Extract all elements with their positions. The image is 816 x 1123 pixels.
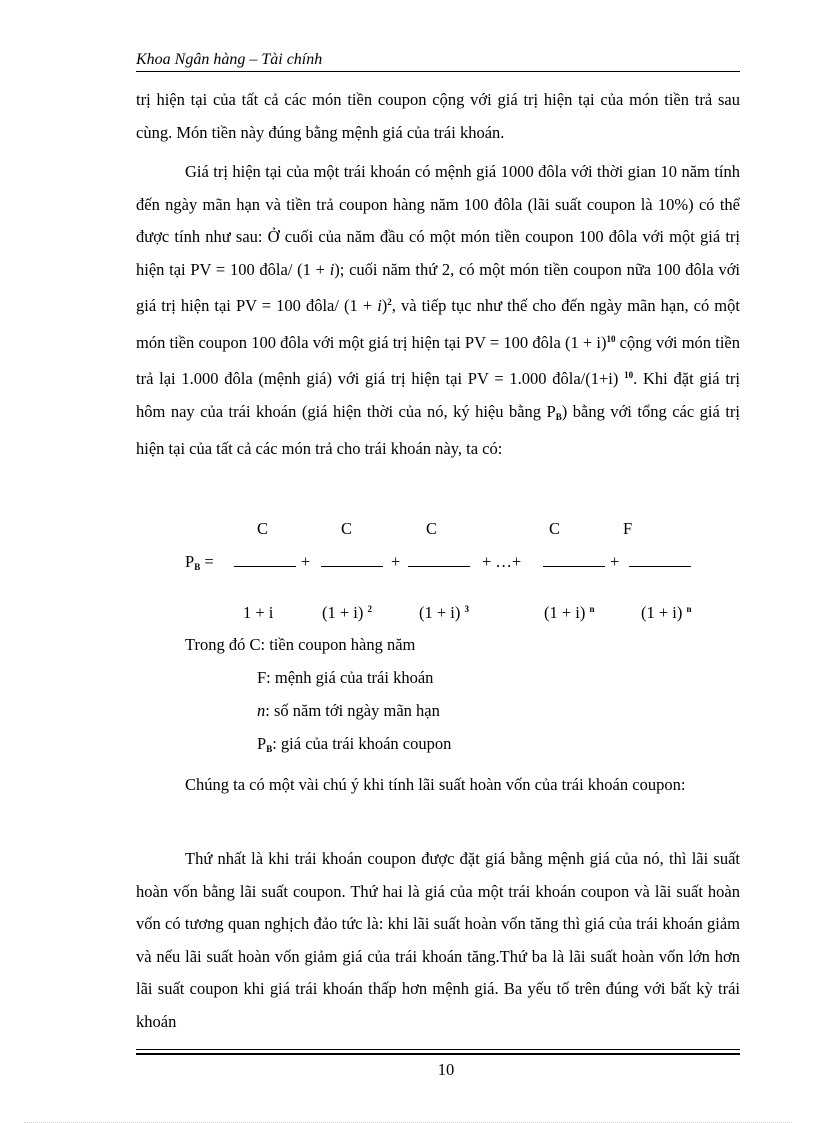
page-number: 10	[437, 1060, 455, 1079]
denominator-5-exp: n	[686, 604, 692, 614]
paragraph-2	[136, 156, 740, 466]
numerator-f: F	[623, 519, 633, 538]
paragraph-notes	[136, 843, 740, 1038]
p2-var-i-2: i	[377, 296, 382, 315]
p2-exp-10b: 10	[624, 370, 634, 380]
ellipsis-plus: + …+	[482, 552, 522, 571]
plus-2: +	[391, 552, 401, 571]
paragraph-3: Chúng ta có một vài chú ý khi tính lãi suất hoàn vốn của trái khoán coupon:	[185, 775, 686, 794]
p2-exp-10a: 10	[606, 333, 616, 344]
header-divider	[136, 71, 740, 72]
denominator-3-exp: 3	[464, 604, 470, 614]
page-header: Khoa Ngân hàng – Tài chính	[136, 51, 323, 68]
footer-divider-thick	[136, 1053, 740, 1055]
fraction-bar-3	[408, 554, 470, 567]
numerator-c4: C	[549, 519, 561, 538]
denominator-5	[641, 603, 692, 623]
fraction-bar-5	[629, 554, 691, 567]
denominator-4-exp: n	[589, 604, 595, 614]
paragraph-notes-intro	[136, 769, 740, 802]
denominator-1-base: 1 + i	[243, 603, 274, 622]
denominator-1	[243, 603, 273, 623]
lhs-subscript: B	[194, 562, 201, 572]
paragraph-present-value	[136, 156, 740, 466]
definition-n-text: : số năm tới ngày mãn hạn	[265, 701, 440, 720]
p2-text-2: ); cuối năm thứ 2, có một món tiền coupon nữa 100 đôla với giá trị hiện tại PV = 100 đôla/ (1 +	[136, 259, 741, 315]
paragraph-4: Thứ nhất là khi trái khoán coupon được đặt giá bằng mệnh giá của nó, thì lãi suất hoàn vốn bằng lãi suất coupon. Thứ hai là giá của một trái khoán coupon và lãi suất hoàn vốn có tương quan nghịch đảo tức là: khi lãi suất hoàn vốn tăng thì giá của trái khoán giảm và nếu lãi suất hoàn vốn giảm giá của trái khoán tăng.Thứ ba là lãi suất hoàn vốn lớn hơn lãi suất coupon khi giá trái khoán thấp hơn mệnh giá. Ba yếu tố trên đúng với bất kỳ trái khoán	[136, 849, 740, 1031]
paragraph-continuation	[136, 84, 740, 149]
definition-n	[257, 701, 440, 721]
p2-text-7: ) bằng với tổng các giá trị hiện tại của tất cả các món trả cho trái khoán này, ta có:	[136, 401, 740, 458]
fraction-bar-4	[543, 554, 605, 567]
denominator-3-base: (1 + i)	[419, 603, 461, 622]
p2-var-i-1: i	[329, 259, 335, 279]
definition-c: Trong đó C: tiền coupon hàng năm	[185, 635, 416, 654]
p2-text-4: , và tiếp tục như thế cho đến ngày mãn hạn, có một món tiền coupon 100 đôla với một giá trị hiện tại PV = 100 đôla (1 + i)	[136, 296, 740, 352]
p2-text-1: Giá trị hiện tại của một trái khoán có mệnh giá 1000 đôla với thời gian 10 năm tính đến ngày mãn hạn và tiền trả coupon hàng năm 100 đôla (lãi suất coupon là 10%) có thể được tính như sau: Ở cuối của năm đầu có một món tiền coupon 100 đôla với một giá trị hiện tại PV = 100 đôla/ (1 +	[136, 162, 740, 279]
lhs-symbol: P	[185, 552, 195, 571]
denominator-4	[544, 603, 595, 623]
plus-3: +	[610, 552, 620, 571]
denominator-2-exp: 2	[367, 604, 373, 614]
fraction-bar-1	[234, 554, 296, 567]
p2-sub-b: B	[555, 411, 562, 422]
equals-sign: =	[204, 552, 214, 571]
definition-p-subscript: B	[266, 744, 273, 754]
definition-f: F: mệnh giá của trái khoán	[257, 668, 434, 687]
denominator-4-base: (1 + i)	[544, 603, 586, 622]
p2-text-6: . Khi đặt giá trị hôm nay của trái khoán (giá hiện thời của nó, ký hiệu bằng P	[136, 369, 741, 421]
plus-1: +	[301, 552, 311, 571]
fraction-bar-2	[321, 554, 383, 567]
denominator-5-base: (1 + i)	[641, 603, 683, 622]
p2-exp-2: 2	[387, 297, 392, 307]
numerator-c1: C	[257, 519, 269, 538]
footer-divider-thin	[136, 1049, 740, 1050]
definition-p-text: : giá của trái khoán coupon	[272, 734, 452, 753]
numerator-c3: C	[426, 519, 438, 538]
definition-n-symbol: n	[257, 701, 266, 720]
formula-lhs	[185, 552, 214, 572]
p2-text-3: )	[381, 296, 388, 315]
definition-p-symbol: P	[257, 734, 267, 753]
p2-text-5: cộng với món tiền trả lại 1.000 đôla (mệnh giá) với giá trị hiện tại PV = 1.000 đôla/(1+i)	[136, 332, 740, 388]
paragraph-1: trị hiện tại của tất cả các món tiền coupon cộng với giá trị hiện tại của món tiền trả sau cùng. Món tiền này đúng bằng mệnh giá của trái khoán.	[136, 90, 740, 142]
numerator-c2: C	[341, 519, 353, 538]
denominator-3	[419, 603, 469, 623]
definition-p	[257, 734, 451, 754]
denominator-2	[322, 603, 372, 623]
denominator-2-base: (1 + i)	[322, 603, 364, 622]
